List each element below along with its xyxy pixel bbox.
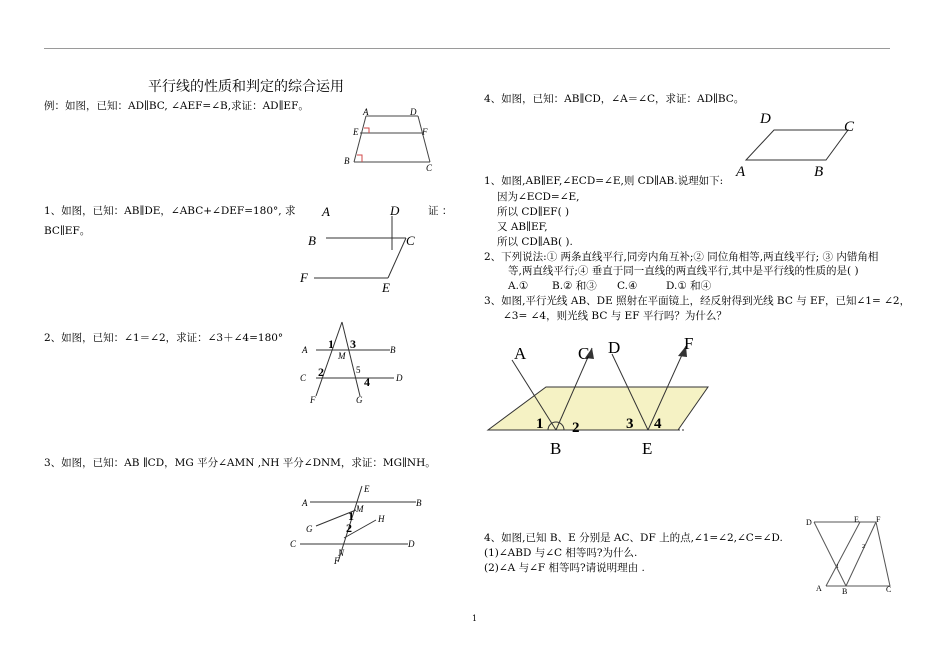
q1-label-C: C bbox=[406, 233, 415, 248]
q3-label-A: A bbox=[302, 498, 308, 508]
mirror-label-3: 3 bbox=[626, 416, 634, 432]
fill-line-4: 又 AB∥EF, bbox=[497, 221, 548, 233]
mirror-label-C: C bbox=[578, 344, 590, 363]
mirror-label-A: A bbox=[514, 344, 527, 363]
last-line-3: (2)∠A 与∠F 相等吗?请说明理由 . bbox=[484, 562, 645, 574]
mirror-label-4: 4 bbox=[654, 416, 662, 432]
q2-label-G: G bbox=[356, 395, 363, 405]
mirror-figure bbox=[482, 332, 718, 460]
page-number: 1 bbox=[472, 614, 478, 623]
q2-label-D: D bbox=[396, 373, 403, 383]
fill-line-1: 1、如图,AB∥EF,∠ECD=∠E,则 CD∥AB.说理如下: bbox=[484, 175, 724, 187]
ex-label-C: C bbox=[426, 163, 433, 173]
q4-label-A: A bbox=[736, 164, 746, 180]
q1-text-line2: BC∥EF。 bbox=[44, 225, 91, 237]
mc-line-1: 2、下列说法:① 两条直线平行,同旁内角互补;② 同位角相等,两直线平行; ③ 内错角相 bbox=[484, 251, 879, 263]
q2-label-5: 5 bbox=[356, 365, 361, 375]
q3-label-H: H bbox=[378, 514, 385, 524]
mirror-label-B: B bbox=[550, 439, 562, 458]
last-label-2: 2 bbox=[862, 544, 865, 550]
ex-label-F: F bbox=[422, 127, 428, 137]
q2-label-F: F bbox=[310, 395, 316, 405]
q4-text: 4、如图，已知：AB∥CD，∠A＝∠C，求证：AD∥BC。 bbox=[484, 93, 745, 105]
q2-label-A: A bbox=[302, 345, 308, 355]
mirror-label-2: 2 bbox=[572, 420, 580, 436]
q1-label-D: D bbox=[390, 203, 400, 218]
header-rule bbox=[44, 48, 890, 49]
q1-label-A: A bbox=[322, 204, 330, 219]
mirror-label-1: 1 bbox=[536, 416, 544, 432]
q1-figure bbox=[296, 200, 426, 295]
q1-label-B: B bbox=[308, 233, 316, 248]
q1-text-zheng: 证 ： bbox=[428, 205, 453, 217]
page-title: 平行线的性质和判定的综合运用 bbox=[148, 79, 344, 95]
mirror-line-1: 3、如图,平行光线 AB、DE 照射在平面镜上，经反射得到光线 BC 与 EF，已知∠1= ∠2， bbox=[484, 295, 911, 307]
q1-label-E: E bbox=[382, 280, 390, 295]
q1-label-F: F bbox=[300, 270, 308, 285]
q3-label-B: B bbox=[416, 498, 422, 508]
mirror-line-2: ∠3= ∠4，则光线 BC 与 EF 平行吗？为什么？ bbox=[503, 310, 727, 322]
last-line-2: (1)∠ABD 与∠C 相等吗?为什么. bbox=[484, 547, 638, 559]
q2-label-2: 2 bbox=[318, 365, 324, 379]
last-label-1: 1 bbox=[836, 564, 839, 570]
last-label-F: F bbox=[876, 515, 881, 524]
mc-line-2: 等,两直线平行;④ 垂直于同一直线的两直线平行,其中是平行线的性质的是( ) bbox=[508, 265, 859, 277]
q2-label-3: 3 bbox=[350, 337, 356, 351]
mirror-label-F: F bbox=[684, 334, 694, 353]
example-text: 例：如图，已知：AD∥BC, ∠AEF=∠B,求证：AD∥EF。 bbox=[44, 100, 309, 112]
fill-line-3: 所以 CD∥EF( ) bbox=[497, 206, 570, 218]
q3-label-2: 2 bbox=[346, 521, 352, 535]
q4-label-B: B bbox=[814, 164, 824, 180]
q3-figure bbox=[286, 480, 436, 570]
mirror-label-D: D bbox=[608, 338, 621, 357]
fill-line-2: 因为∠ECD=∠E, bbox=[497, 191, 580, 203]
q2-label-C: C bbox=[300, 373, 307, 383]
q2-label-B: B bbox=[390, 345, 396, 355]
q2-text: 2、如图，已知：∠1＝∠2，求证：∠3＋∠4=180° bbox=[44, 332, 284, 344]
mc-option-d: D.① 和④ bbox=[666, 280, 712, 292]
ex-label-D: D bbox=[410, 107, 417, 117]
q4-label-D: D bbox=[760, 111, 771, 127]
mirror-label-E: E bbox=[642, 439, 653, 458]
last-label-B: B bbox=[842, 587, 848, 596]
q3-label-C: C bbox=[290, 539, 297, 549]
q2-label-M: M bbox=[338, 351, 346, 361]
q2-label-4: 4 bbox=[364, 375, 370, 389]
mc-option-c: C.④ bbox=[617, 280, 638, 292]
q3-text: 3、如图，已知：AB ∥CD，MG 平分∠AMN ,NH 平分∠DNM，求证：MG∥NH。 bbox=[44, 457, 436, 469]
last-label-A: A bbox=[816, 584, 822, 593]
last-line-1: 4、如图,已知 B、E 分别是 AC、DF 上的点,∠1=∠2,∠C=∠D. bbox=[484, 532, 783, 544]
ex-label-B: B bbox=[344, 156, 350, 166]
q4-label-C: C bbox=[844, 119, 855, 135]
q1-text-line1: 1、如图，已知：AB∥DE，∠ABC+∠DEF=180°, 求 bbox=[44, 205, 296, 217]
q3-label-F: F bbox=[334, 556, 340, 566]
q3-label-E: E bbox=[364, 484, 370, 494]
q3-label-D: D bbox=[408, 539, 415, 549]
mc-option-b: B.② 和③ bbox=[552, 280, 597, 292]
ex-label-A: A bbox=[363, 107, 369, 117]
q3-label-G: G bbox=[306, 524, 313, 534]
q3-label-N: N bbox=[338, 548, 345, 558]
last-figure bbox=[800, 510, 900, 600]
last-label-E: E bbox=[854, 515, 859, 524]
ex-label-E: E bbox=[353, 127, 359, 137]
last-label-D: D bbox=[806, 518, 812, 527]
fill-line-5: 所以 CD∥AB( ). bbox=[497, 236, 573, 248]
last-label-C: C bbox=[886, 585, 892, 594]
q3-label-M: M bbox=[356, 504, 364, 514]
q4-figure bbox=[730, 104, 870, 182]
q3-label-1: 1 bbox=[348, 509, 354, 523]
example-figure bbox=[338, 106, 448, 176]
q2-figure bbox=[298, 318, 408, 408]
q2-label-1: 1 bbox=[328, 337, 334, 351]
mc-option-a: A.① bbox=[508, 280, 529, 292]
